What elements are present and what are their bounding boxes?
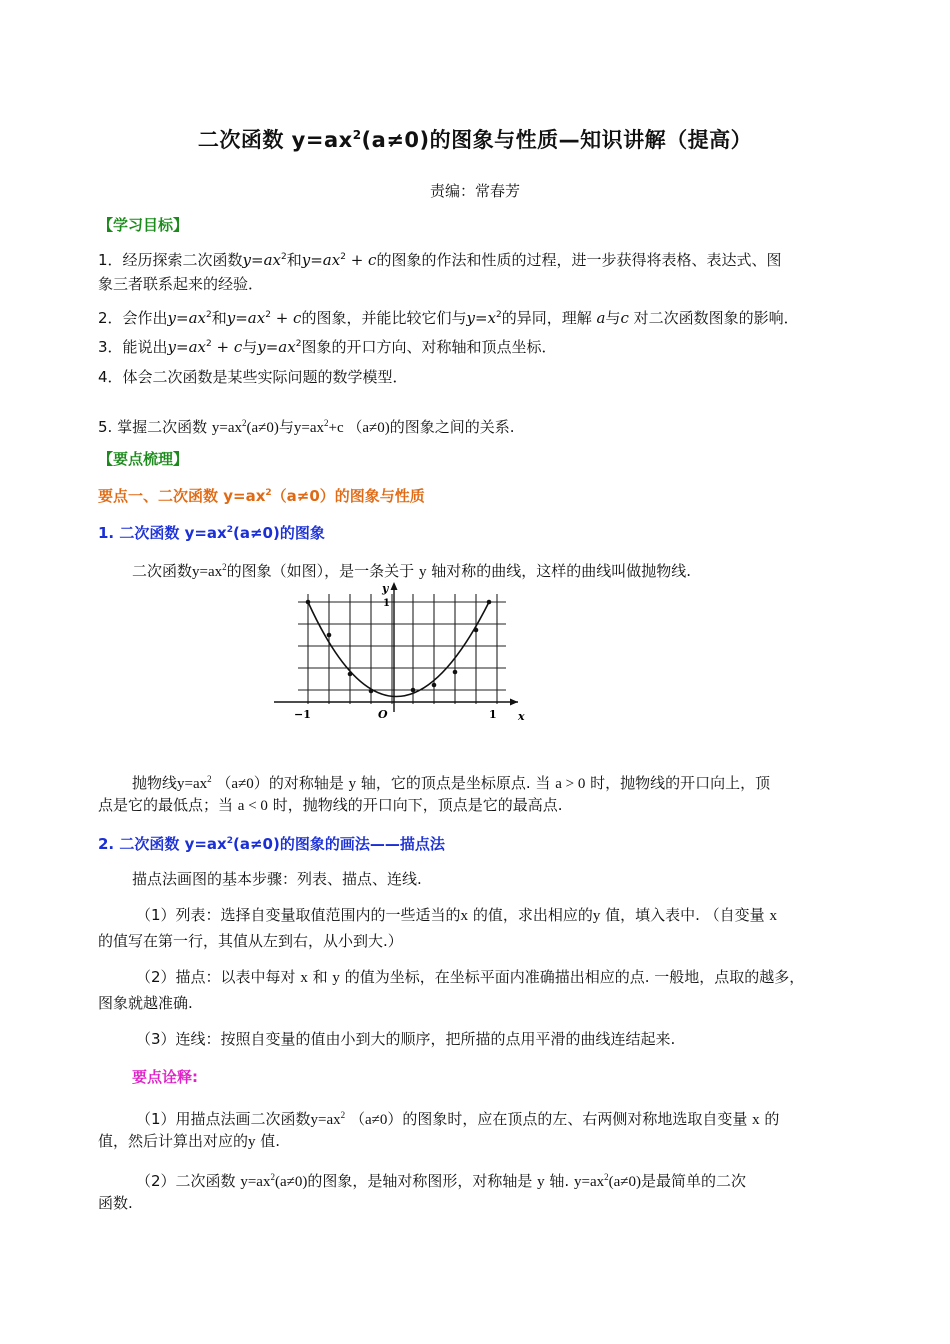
note-1-line1: （1）用描点法画二次函数$y=ax^2$ （a≠0）的图象时，应在顶点的左、右两侧对称地选取自变量 x 的 xyxy=(136,1110,780,1128)
step-3: （3）连线：按照自变量的值由小到大的顺序，把所描的点用平滑的曲线连结起来. xyxy=(136,1030,676,1048)
step-1-line2: 的值写在第一行，其值从左到右，从小到大.） xyxy=(98,932,403,950)
point1-heading: 要点一、二次函数 $y=ax^2(a\ne 0)$的图象与性质 xyxy=(98,487,425,505)
objective-3: 3．能说出$y=ax^2 + c$与$y=ax^2$图象的开口方向、对称轴和顶点坐标． xyxy=(98,338,557,356)
page-title: 二次函数 $y=ax^2(a\ne 0)$的图象与性质—知识讲解（提高） xyxy=(197,128,753,152)
y-axis-label: y xyxy=(382,582,389,595)
step-2-line1: （2）描点：以表中每对 x 和 y 的值为坐标，在坐标平面内准确描出相应的点. 一般地，点取的越多， xyxy=(136,968,805,986)
points-heading: 【要点梳理】 xyxy=(98,450,189,468)
objective-4: 4．体会二次函数是某些实际问题的数学模型． xyxy=(98,368,408,386)
objective-1-line1: 1．经历探索二次函数$y=ax^2$和$y=ax^2 + c$的图象的作法和性质的过程，进一步获得将表格、表达式、图 xyxy=(98,251,782,269)
paragraph-parabola-axis-line2: 点是它的最低点；当 a < 0 时，抛物线的开口向下，顶点是它的最高点. xyxy=(98,796,563,814)
step-2-line2: 图象就越准确. xyxy=(98,994,193,1012)
author-line: 责编：常春芳 xyxy=(429,182,520,200)
sub2-heading: 2. 二次函数 $y=ax^2(a\ne 0)$的图象的画法——描点法 xyxy=(98,835,445,853)
y-tick-one: 1 xyxy=(383,598,390,609)
x-tick-one: 1 xyxy=(489,708,497,721)
objectives-heading: 【学习目标】 xyxy=(98,216,189,234)
note-2-line2: 函数. xyxy=(98,1194,133,1212)
steps-intro: 描点法画图的基本步骤：列表、描点、连线. xyxy=(132,870,422,888)
objective-1-line2: 象三者联系起来的经验． xyxy=(98,275,264,293)
paragraph-parabola-intro: 二次函数$y=ax^2$的图象（如图），是一条关于 y 轴对称的曲线，这样的曲线叫做抛物线. xyxy=(132,562,691,580)
x-axis-label: x xyxy=(518,710,525,723)
origin-label: O xyxy=(378,708,388,721)
paragraph-parabola-axis-line1: 抛物线$y=ax^2$ （a≠0）的对称轴是 y 轴，它的顶点是坐标原点. 当 a > 0 时，抛物线的开口向上，顶 xyxy=(132,774,771,792)
note-heading: 要点诠释: xyxy=(132,1068,198,1086)
y-axis-arrow-icon xyxy=(391,582,398,590)
graph-grid xyxy=(298,594,506,704)
sub1-heading: 1. 二次函数 $y=ax^2(a\ne 0)$的图象 xyxy=(98,524,325,542)
objective-2: 2．会作出$y=ax^2$和$y=ax^2 + c$的图象，并能比较它们与$y=x^2$的异同，理解 a与c 对二次函数图象的影响． xyxy=(98,309,799,327)
parabola-curve xyxy=(308,602,489,697)
x-tick-neg-one: −1 xyxy=(294,708,311,721)
note-2-line1: （2）二次函数 $y=ax^2(a\ne 0)$的图象，是轴对称图形，对称轴是 y 轴. $y=ax^2(a\ne 0)$是最简单的二次 xyxy=(136,1172,747,1190)
note-1-line2: 值，然后计算出对应的y 值. xyxy=(98,1132,281,1150)
x-axis-arrow-icon xyxy=(510,699,518,706)
parabola-graph xyxy=(270,580,532,732)
objective-5: 5. 掌握二次函数 $y=ax^2(a\ne 0)$与$y=ax^2+c$ （a≠0)的图象之间的关系. xyxy=(98,418,515,436)
step-1-line1: （1）列表：选择自变量取值范围内的一些适当的x 的值，求出相应的y 值，填入表中. （自变量 x xyxy=(136,906,777,924)
